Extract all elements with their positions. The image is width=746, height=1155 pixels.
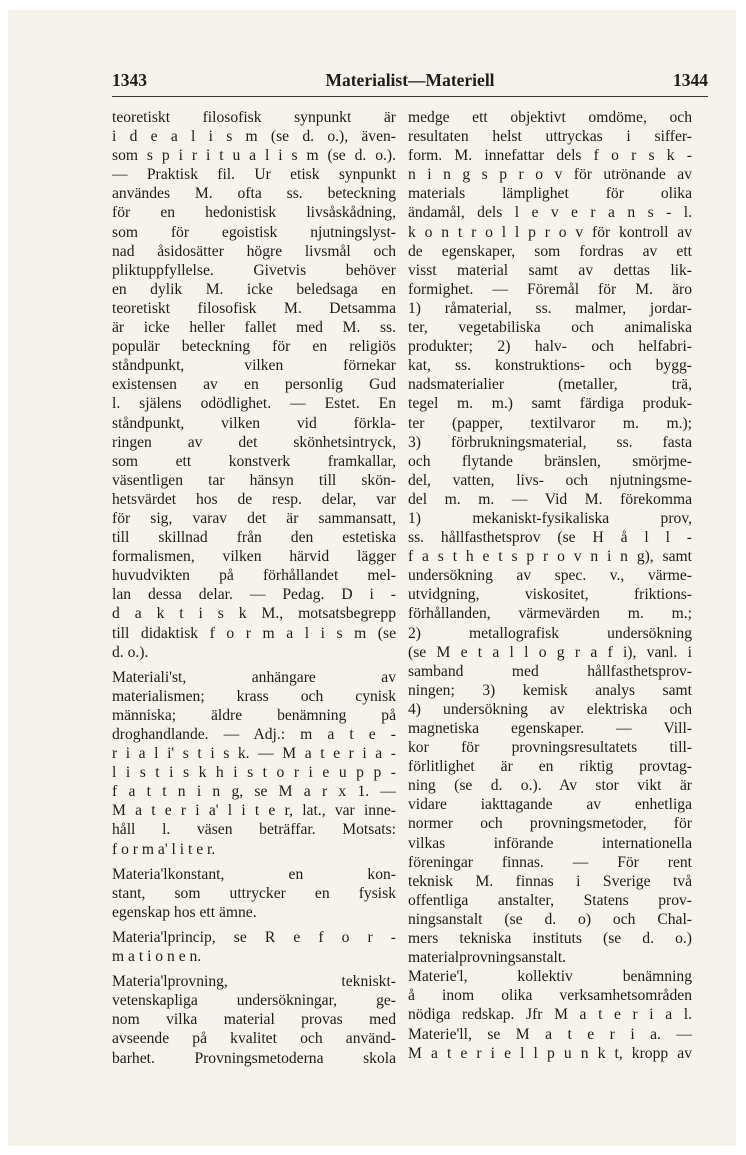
text-line: kat, ss. konstruktions- och bygg- [408, 357, 692, 375]
text-line: form. M. innefattar dels f o r s k - [408, 147, 692, 165]
text-line: Materia'lkonstant, en kon- [112, 865, 396, 883]
text-line: Materie'll, se M a t e r i a. — [408, 1025, 692, 1043]
text-line: lan dessa delar. — Pedag. D i - [112, 586, 396, 604]
text-line: l. själens odödlighet. — Estet. En [112, 395, 396, 413]
text-line: resultaten helst uttryckas i siffer- [408, 128, 692, 146]
text-line: del m. m. — Vid M. förekomma [408, 490, 692, 508]
text-line: normer och provningsmetoder, för [408, 815, 692, 833]
text-line: ståndpunkt, vilken förnekar [112, 357, 396, 375]
text-line: ter, vegetabiliska och animaliska [408, 319, 692, 337]
text-line: 2) metallografisk undersökning [408, 624, 692, 642]
text-line: för en hedonistisk livsåskådning, [112, 204, 396, 222]
text-line: m a t i o n e n. [112, 948, 202, 966]
text-line: medge ett objektivt omdöme, och [408, 109, 692, 126]
text-line: M a t e r i e l l p u n k t, kropp av [408, 1044, 692, 1062]
text-line: ringen av det skönhetsintryck, [112, 433, 396, 451]
text-line: vetenskapliga undersökningar, ge- [112, 992, 396, 1010]
text-line: huvudvikten på förhållandet mel- [112, 567, 396, 585]
text-line: undersökning av spec. v., värme- [408, 567, 692, 585]
text-line: till skillnad från den estetiska [112, 529, 396, 547]
running-title: Materialist—Materiell [325, 70, 495, 90]
text-line: kor för provningsresultatets till- [408, 739, 692, 757]
text-line: ningsanstalt (se d. o) och Chal- [408, 910, 692, 928]
text-line: M a t e r i a' l i t e r, lat., var inne- [112, 802, 396, 820]
text-line: f a s t h e t s p r o v n i n g), samt [408, 548, 692, 566]
text-line: magnetiska egenskaper. — Vill- [408, 720, 692, 737]
text-line: Materia'lprincip, se R e f o r - [112, 928, 396, 946]
text-line: nödiga redskap. Jfr M a t e r i a l. [408, 1006, 692, 1024]
text-line: avseende på kvalitet och använd- [112, 1030, 396, 1048]
text-line: droghandlande. — Adj.: m a t e - [112, 726, 396, 743]
page-number-left: 1343 [112, 70, 147, 90]
page-header [112, 64, 708, 94]
text-line: Materia'lprovning, tekniskt- [112, 973, 396, 991]
text-line: f a t t n i n g, se M a r x 1. — [112, 783, 396, 801]
text-line: existensen av en personlig Gud [112, 376, 396, 394]
text-line: väsentligen tar hänsyn till skön- [112, 471, 396, 489]
text-line: r i a l i' s t i s k. — M a t e r i a - [112, 745, 396, 763]
text-line: i d e a l i s m (se d. o.), även- [112, 128, 396, 146]
text-line: d a k t i s k M., motsatsbegrepp [112, 605, 396, 623]
text-line: ter (papper, textilvaror m. m.); [408, 414, 692, 432]
text-line: 4) undersökning av elektriska och [408, 700, 692, 718]
text-line: förlitlighet är en riktig provtag- [408, 758, 692, 776]
text-line: mers tekniska instituts (se d. o.) [408, 930, 692, 948]
text-line: ning (se d. o.). Av stor vikt är [408, 777, 692, 795]
text-line: stant, som uttrycker en fysisk [112, 884, 396, 902]
text-line: egenskap hos ett ämne. [112, 903, 257, 921]
text-line: vilkas införande internationella [408, 834, 692, 852]
header-rule [112, 96, 708, 97]
text-line: som för egoistisk njutningslyst- [112, 223, 396, 241]
text-line: tegel m. m.) samt färdiga produk- [408, 395, 692, 413]
text-line: till didaktisk f o r m a l i s m (se [112, 624, 396, 642]
text-line: som s p i r i t u a l i s m (se d. o.). [112, 147, 396, 165]
text-line: förhållanden, värmevärden m. m.; [408, 605, 692, 623]
text-line: användes M. ofta ss. beteckning [112, 185, 396, 203]
text-line: ändamål, dels l e v e r a n s - l. [408, 204, 692, 222]
text-line: barhet. Provningsmetoderna skola [112, 1049, 396, 1067]
text-line: nadsmaterialier (metaller, trä, [408, 376, 692, 394]
text-line: 1) råmaterial, ss. malmer, jordar- [408, 299, 692, 317]
text-line: pliktuppfyllelse. Givetvis behöver [112, 261, 396, 279]
text-line: samband med hållfasthetsprov- [408, 662, 692, 680]
text-line: nad åsidosätter högre livsmål och [112, 242, 396, 260]
text-line: hetsvärdet hos de resp. delar, var [112, 490, 396, 508]
text-line: Materiali'st, anhängare av [112, 668, 396, 686]
text-line: 1) mekaniskt-fysikaliska prov, [408, 509, 692, 527]
text-line: d. o.). [112, 643, 149, 661]
text-line: materialprovningsanstalt. [408, 949, 567, 967]
text-line: 3) förbrukningsmaterial, ss. fasta [408, 433, 692, 451]
text-line: ss. hållfasthetsprov (se H å l l - [408, 529, 692, 547]
right-column [408, 108, 692, 1063]
text-line: teoretiskt filosofisk synpunkt är [112, 109, 396, 126]
text-line: f o r m a' l i t e r. [112, 840, 216, 858]
text-line: k o n t r o l l p r o v för kontroll av [408, 223, 692, 241]
text-line: människa; äldre benämning på [112, 706, 396, 724]
text-line: de egenskaper, som fordras av ett [408, 242, 692, 260]
scanned-page [8, 10, 736, 1146]
text-line: för sig, varav det är sammansatt, [112, 509, 396, 527]
text-line: teknisk M. finnas i Sverige två [408, 872, 692, 890]
text-line: vidare iakttagande av enhetliga [408, 796, 692, 814]
text-line: håll l. väsen beträffar. Motsats: [112, 821, 396, 839]
left-column [112, 108, 396, 1068]
page-number-right: 1344 [673, 70, 708, 90]
text-line: produkter; 2) halv- och helfabri- [408, 338, 692, 356]
text-line: en dylik M. icke beledsaga en [112, 280, 396, 298]
text-line: (se M e t a l l o g r a f i), vanl. i [408, 643, 692, 661]
text-line: formalismen, vilken härvid lägger [112, 548, 396, 566]
text-line: n i n g s p r o v för utrönande av [408, 166, 692, 184]
text-line: föreningar finnas. — För rent [408, 853, 692, 871]
text-line: — Praktisk fil. Ur etisk synpunkt [112, 166, 396, 184]
text-line: utvidgning, viskositet, friktions- [408, 586, 692, 604]
text-line: materials lämplighet för olika [408, 185, 692, 203]
text-line: å inom olika verksamhetsområden [408, 987, 692, 1005]
text-line: är icke heller fallet med M. ss. [112, 319, 396, 337]
text-line: l i s t i s k h i s t o r i e u p p - [112, 764, 396, 782]
text-line: visst material samt av dettas lik- [408, 261, 692, 279]
text-line: populär beteckning för en religiös [112, 338, 396, 356]
text-line: ståndpunkt, vilken vid förkla- [112, 414, 396, 432]
text-line: Materie'l, kollektiv benämning [408, 968, 692, 986]
text-line: teoretiskt filosofisk M. Detsamma [112, 299, 396, 317]
text-line: del, vatten, livs- och njutningsme- [408, 471, 692, 489]
text-line: och flytande bränslen, smörjme- [408, 452, 692, 470]
text-line: offentliga anstalter, Statens prov- [408, 891, 692, 909]
text-line: materialismen; krass och cynisk [112, 687, 396, 705]
text-line: som ett konstverk framkallar, [112, 452, 396, 470]
text-line: ningen; 3) kemisk analys samt [408, 681, 692, 699]
text-line: nom vilka material provas med [112, 1011, 396, 1029]
text-line: formighet. — Föremål för M. äro [408, 280, 692, 298]
